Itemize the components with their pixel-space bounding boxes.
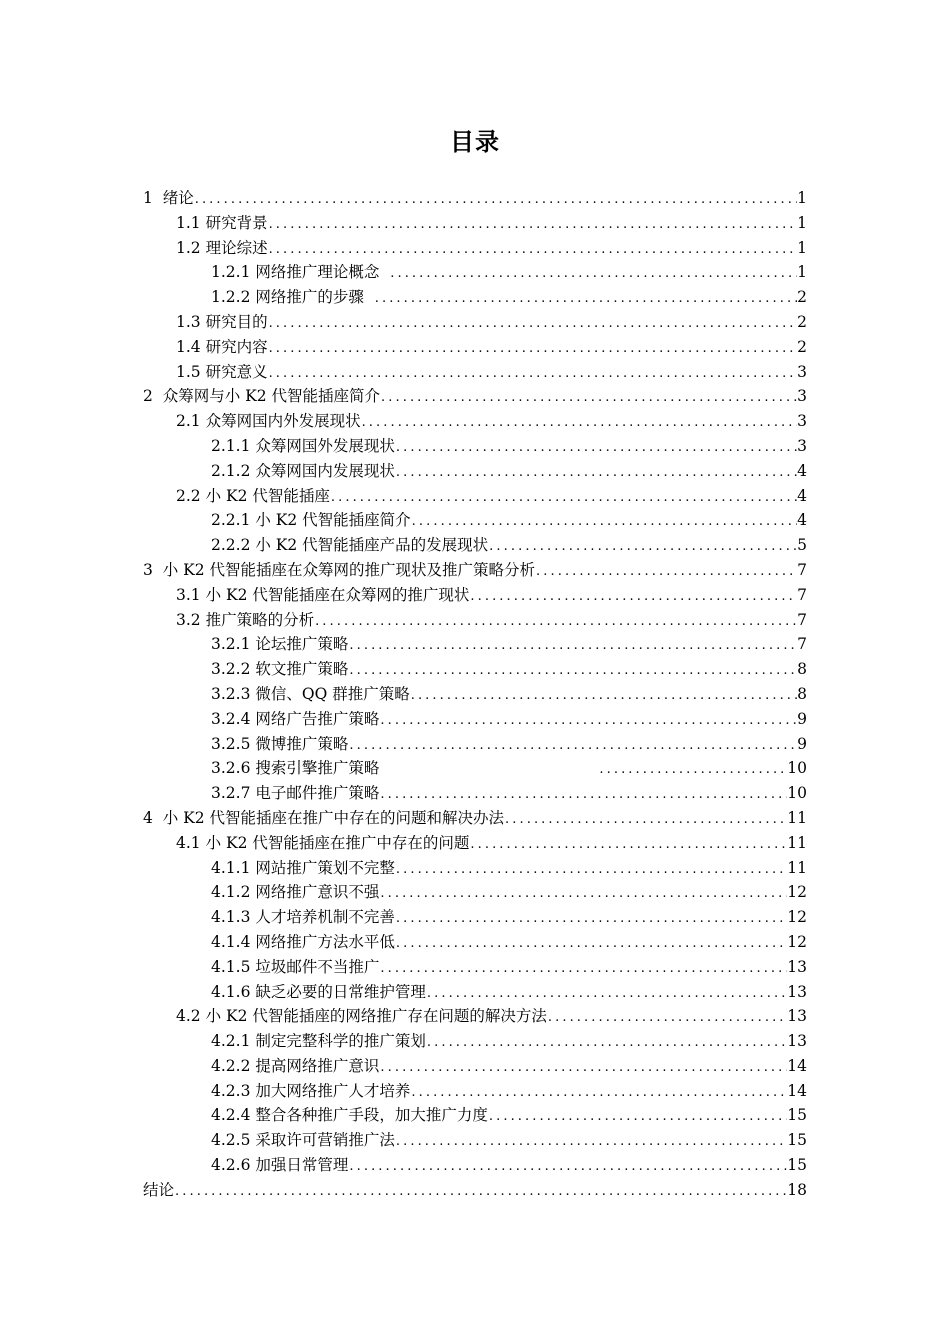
toc-entry-label: 3.2.4 网络广告推广策略 [211,709,380,728]
toc-entry-label: 4.1 小 K2 代智能插座在推广中存在的问题 [176,833,470,852]
toc-entry-page-number: 9 [797,734,807,753]
toc-entry[interactable] [143,781,807,806]
toc-entry-page-number: 12 [787,883,807,902]
toc-entry-page-number: 10 [787,759,807,778]
toc-entry-page-number: 7 [797,610,807,629]
toc-entry-label: 1.4 研究内容 [176,337,268,356]
toc-entry[interactable] [143,1079,807,1104]
toc-dot-leader [379,957,787,982]
toc-entry-label: 2.2 小 K2 代智能插座 [176,486,330,505]
toc-entry-label: 2.2.1 小 K2 代智能插座简介 [211,511,411,530]
toc-dot-leader [348,1155,787,1180]
toc-dot-leader [389,262,797,287]
toc-dot-leader [268,213,798,238]
toc-entry[interactable] [143,880,807,905]
toc-entry-label: 4.1.3 人才培养机制不完善 [211,908,395,927]
toc-entry-page-number: 4 [797,511,807,530]
toc-entry-label: 2.1.2 众筹网国内发展现状 [211,461,395,480]
toc-entry-label: 3.2.2 软文推广策略 [211,660,349,679]
toc-entry[interactable] [143,1054,807,1079]
toc-entry-label: 3.1 小 K2 代智能插座在众筹网的推广现状 [176,585,470,604]
toc-dot-leader [469,585,797,610]
toc-dot-leader [426,1031,787,1056]
toc-dot-leader [411,510,797,535]
toc-dot-leader [361,411,798,436]
toc-entry[interactable] [143,508,807,533]
toc-entry-label: 1.2.2 网络推广的步骤 [211,288,374,307]
toc-dot-leader [348,659,797,684]
toc-entry[interactable] [143,211,807,236]
toc-entry-label: 2 众筹网与小 K2 代智能插座简介 [143,387,381,406]
toc-dot-leader [410,1081,787,1106]
toc-title: 目录 [450,128,500,156]
toc-entry-page-number: 8 [797,684,807,703]
toc-dot-leader [268,238,798,263]
toc-entry-page-number: 15 [787,1106,807,1125]
toc-entry-page-number: 3 [797,362,807,381]
toc-entry-label: 4.1.4 网络推广方法水平低 [211,932,395,951]
toc-entry-page-number: 13 [787,982,807,1001]
toc-entry[interactable] [143,831,807,856]
toc-entry-label: 1.3 研究目的 [176,312,268,331]
toc-dot-leader [268,337,798,362]
toc-dot-leader [379,758,787,783]
toc-entry-label: 4.1.1 网站推广策划不完整 [211,858,395,877]
toc-dot-leader [314,610,797,635]
toc-entry-page-number: 13 [787,1007,807,1026]
toc-entry-label: 4.2.6 加强日常管理 [211,1156,349,1175]
toc-dot-leader [535,560,797,585]
toc-entry[interactable] [143,484,807,509]
toc-entry[interactable] [143,285,807,310]
toc-entry[interactable] [143,1153,807,1178]
toc-dot-leader [380,386,797,411]
toc-dot-leader [426,982,787,1007]
toc-entry-label: 3.2.6 搜索引擎推广策略 [211,759,380,778]
toc-entry-page-number: 1 [797,213,807,232]
toc-entry[interactable] [143,583,807,608]
toc-entry-label: 2.2.2 小 K2 代智能插座产品的发展现状 [211,536,489,555]
toc-entry[interactable] [143,558,807,583]
toc-entry-label: 3.2.3 微信、QQ 群推广策略 [211,684,410,703]
toc-entry-label: 2.1.1 众筹网国外发展现状 [211,436,395,455]
toc-entry-label: 4.2 小 K2 代智能插座的网络推广存在问题的解决方法 [176,1007,547,1026]
toc-dot-leader [374,287,797,312]
toc-entry[interactable] [143,236,807,261]
toc-entry-page-number: 15 [787,1131,807,1150]
toc-dot-leader [395,932,787,957]
toc-entry[interactable] [143,409,807,434]
toc-entry-page-number: 9 [797,709,807,728]
toc-entry[interactable] [143,632,807,657]
toc-entry-page-number: 11 [787,808,807,827]
toc-entry-page-number: 12 [787,908,807,927]
toc-entry-page-number: 1 [797,238,807,257]
toc-entry[interactable] [143,1178,807,1203]
toc-entry-label: 1.1 研究背景 [176,213,268,232]
toc-entry-page-number: 13 [787,1032,807,1051]
toc-entry[interactable] [143,1103,807,1128]
toc-entry[interactable] [143,806,807,831]
toc-entry[interactable] [143,905,807,930]
toc-entry[interactable] [143,1029,807,1054]
toc-entry-page-number: 4 [797,486,807,505]
toc-entry-label: 4.2.1 制定完整科学的推广策划 [211,1032,426,1051]
toc-entry-page-number: 14 [787,1081,807,1100]
toc-dot-leader [504,808,787,833]
toc-entry[interactable] [143,260,807,285]
toc-entry-label: 4.2.2 提高网络推广意识 [211,1056,380,1075]
toc-entry-label: 4.2.3 加大网络推广人才培养 [211,1081,411,1100]
toc-entry-label: 4.2.5 采取许可营销推广法 [211,1131,395,1150]
toc-dot-leader [194,188,797,213]
toc-entry-label: 3.2.5 微博推广策略 [211,734,349,753]
toc-dot-leader [488,535,797,560]
toc-dot-leader [268,312,798,337]
toc-entry-label: 结论 [143,1180,175,1199]
toc-dot-leader [395,461,797,486]
toc-entry[interactable] [143,1004,807,1029]
toc-entry-page-number: 3 [797,412,807,431]
toc-entry-page-number: 4 [797,461,807,480]
toc-entry[interactable] [143,186,807,211]
toc-entry[interactable] [143,608,807,633]
toc-entry-page-number: 1 [797,189,807,207]
toc-entry-label: 1.2.1 网络推广理论概念 [211,263,390,282]
toc-entry-page-number: 7 [797,560,807,579]
toc-dot-leader [330,486,797,511]
toc-entry-page-number: 2 [797,312,807,331]
toc-entry-label: 3.2.1 论坛推广策略 [211,635,349,654]
toc-dot-leader [547,1006,787,1031]
toc-entry-label: 3 小 K2 代智能插座在众筹网的推广现状及推广策略分析 [143,560,536,579]
toc-entry-page-number: 3 [797,436,807,455]
toc-dot-leader [410,684,797,709]
toc-entry-page-number: 13 [787,957,807,976]
table-of-contents [143,186,807,1203]
toc-entry-page-number: 14 [787,1056,807,1075]
toc-entry[interactable] [143,360,807,385]
toc-entry-page-number: 1 [797,263,807,282]
toc-entry-label: 1.5 研究意义 [176,362,268,381]
toc-entry-page-number: 11 [787,833,807,852]
toc-dot-leader [379,1056,787,1081]
toc-entry[interactable] [143,310,807,335]
toc-entry-page-number: 18 [787,1180,807,1199]
toc-dot-leader [469,833,787,858]
toc-entry-label: 2.1 众筹网国内外发展现状 [176,412,361,431]
toc-dot-leader [268,362,798,387]
toc-entry[interactable] [143,1128,807,1153]
toc-entry-label: 1 绪论 [143,189,194,207]
toc-entry-label: 3.2.7 电子邮件推广策略 [211,784,380,803]
toc-entry[interactable] [143,335,807,360]
toc-dot-leader [395,1130,787,1155]
toc-dot-leader [395,907,787,932]
toc-entry-label: 4.1.2 网络推广意识不强 [211,883,380,902]
toc-entry[interactable] [143,682,807,707]
toc-dot-leader [348,634,797,659]
toc-entry[interactable] [143,930,807,955]
toc-dot-leader [395,858,787,883]
toc-dot-leader [379,709,797,734]
toc-dot-leader [395,436,797,461]
toc-dot-leader [379,882,787,907]
toc-entry[interactable] [143,955,807,980]
toc-entry-label: 4 小 K2 代智能插座在推广中存在的问题和解决办法 [143,808,505,827]
toc-dot-leader [348,734,797,759]
toc-entry-page-number: 12 [787,932,807,951]
toc-entry[interactable] [143,732,807,757]
toc-entry-page-number: 2 [797,288,807,307]
toc-entry[interactable] [143,657,807,682]
toc-dot-leader [488,1105,787,1130]
toc-entry-page-number: 5 [797,536,807,555]
toc-entry-page-number: 10 [787,784,807,803]
toc-entry-page-number: 7 [797,635,807,654]
toc-entry-label: 4.2.4 整合各种推广手段，加大推广力度 [211,1106,488,1125]
toc-entry-label: 3.2 推广策略的分析 [176,610,315,629]
toc-entry[interactable] [143,856,807,881]
toc-entry-page-number: 15 [787,1156,807,1175]
toc-entry-page-number: 2 [797,337,807,356]
toc-entry[interactable] [143,533,807,558]
toc-entry-label: 1.2 理论综述 [176,238,268,257]
toc-entry[interactable] [143,384,807,409]
toc-entry[interactable] [143,434,807,459]
toc-entry-label: 4.1.6 缺乏必要的日常维护管理 [211,982,426,1001]
toc-dot-leader [174,1180,787,1205]
toc-entry[interactable] [143,707,807,732]
toc-entry[interactable] [143,459,807,484]
toc-entry-page-number: 7 [797,585,807,604]
toc-entry-page-number: 8 [797,660,807,679]
toc-entry[interactable] [143,980,807,1005]
toc-dot-leader [379,783,787,808]
toc-entry[interactable] [143,756,807,781]
toc-entry-label: 4.1.5 垃圾邮件不当推广 [211,957,380,976]
toc-entry-page-number: 3 [797,387,807,406]
toc-entry-page-number: 11 [787,858,807,877]
